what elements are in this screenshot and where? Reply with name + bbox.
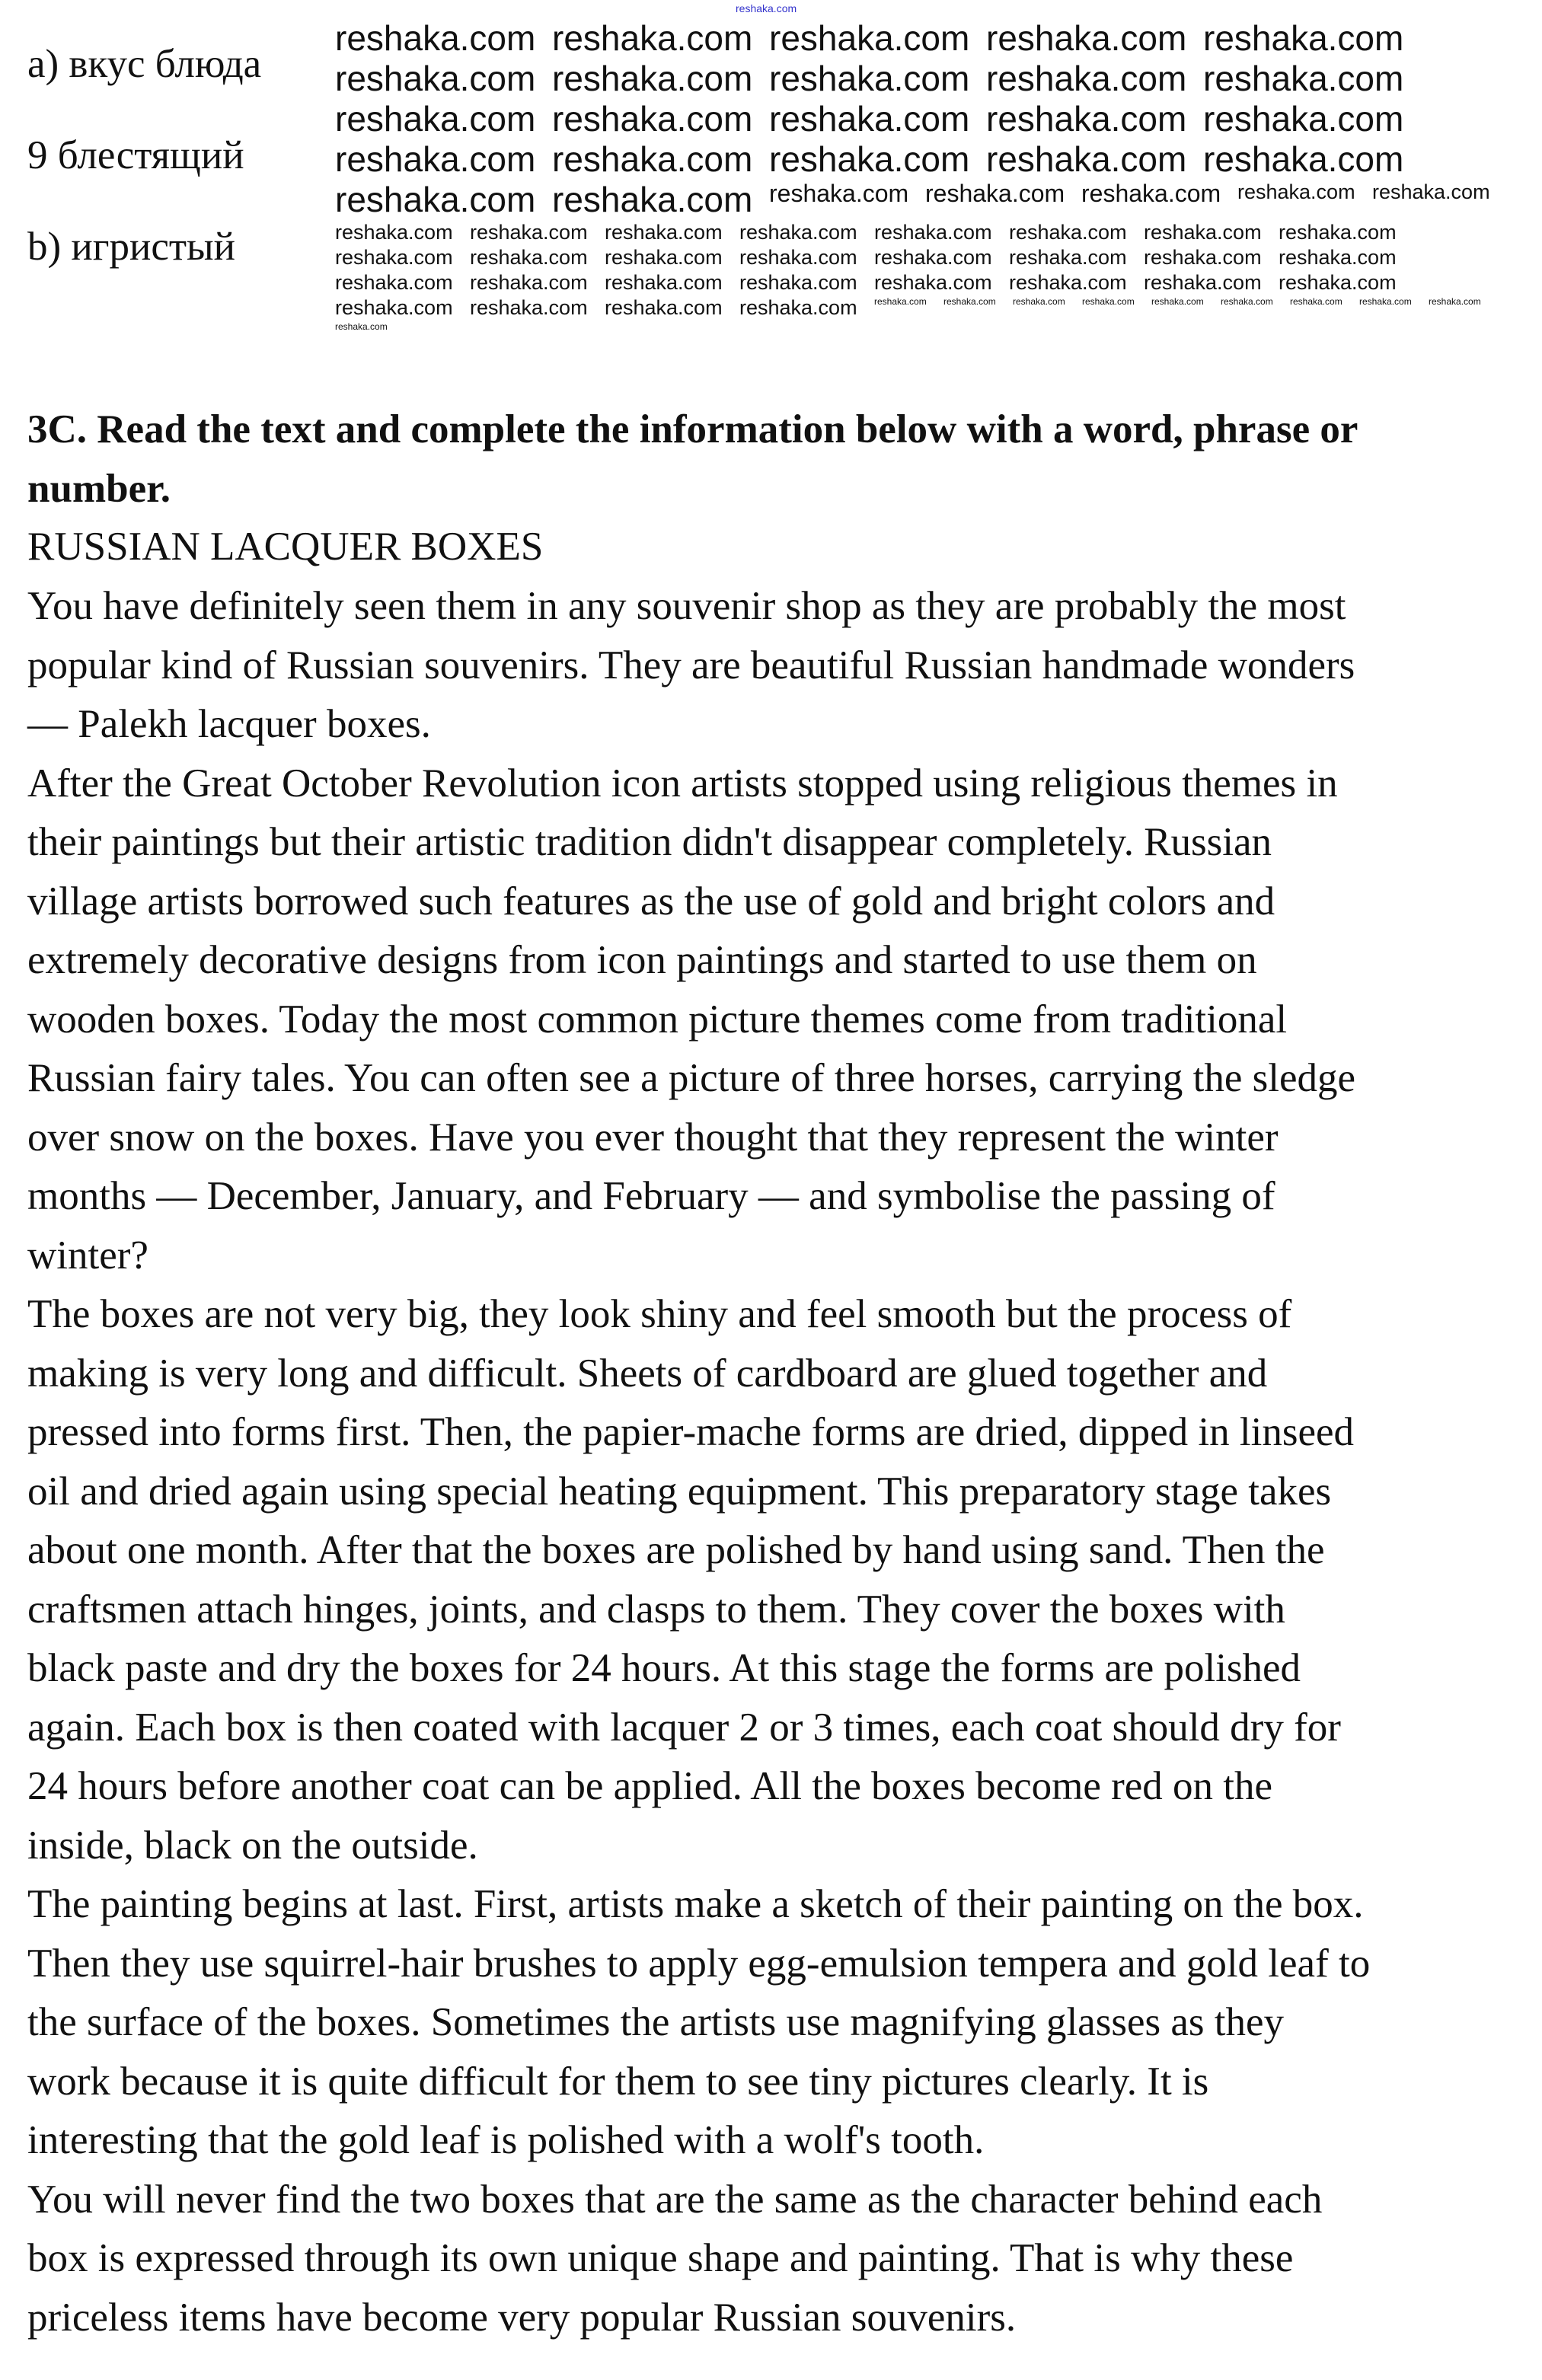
- watermark: reshaka.com: [335, 180, 536, 219]
- watermark: reshaka.com: [769, 18, 970, 58]
- article-line: The painting begins at last. First, artists make a sketch of their painting on the box.: [27, 1882, 1364, 1926]
- watermark: reshaka.com: [874, 246, 992, 269]
- article-line: You have definitely seen them in any souvenir shop as they are probably the most: [27, 584, 1346, 628]
- watermark: reshaka.com: [769, 59, 970, 98]
- watermark: reshaka.com: [1359, 296, 1412, 307]
- watermark: reshaka.com: [986, 139, 1187, 179]
- watermark: reshaka.com: [1279, 221, 1397, 244]
- watermark: reshaka.com: [1290, 296, 1342, 307]
- answer-b: b) игристый: [27, 225, 236, 269]
- watermark: reshaka.com: [1279, 246, 1397, 269]
- watermark: reshaka.com: [739, 271, 857, 294]
- watermark: reshaka.com: [470, 271, 588, 294]
- watermark: reshaka.com: [1082, 296, 1135, 307]
- watermark: reshaka.com: [1203, 18, 1404, 58]
- watermark: reshaka.com: [1237, 180, 1355, 203]
- watermark: reshaka.com: [943, 296, 996, 307]
- watermark: reshaka.com: [605, 221, 723, 244]
- watermark: reshaka.com: [470, 221, 588, 244]
- watermark: reshaka.com: [552, 99, 753, 139]
- article-line: oil and dried again using special heating equipment. This preparatory stage takes: [27, 1469, 1332, 1514]
- article-line: After the Great October Revolution icon artists stopped using religious themes in: [27, 761, 1338, 806]
- watermark: reshaka.com: [739, 296, 857, 319]
- watermark: reshaka.com: [1203, 139, 1404, 179]
- watermark: reshaka.com: [1009, 271, 1127, 294]
- article-line: priceless items have become very popular Russian souvenirs.: [27, 2295, 1017, 2340]
- watermark: reshaka.com: [552, 18, 753, 58]
- watermark: reshaka.com: [986, 18, 1187, 58]
- article-line: pressed into forms first. Then, the papier-mache forms are dried, dipped in linseed: [27, 1410, 1355, 1454]
- watermark: reshaka.com: [1221, 296, 1273, 307]
- watermark: reshaka.com: [335, 18, 536, 58]
- article-line: interesting that the gold leaf is polished with a wolf's tooth.: [27, 2118, 985, 2162]
- article-line: craftsmen attach hinges, joints, and clasps to them. They cover the boxes with: [27, 1587, 1285, 1632]
- article-line: Then they use squirrel-hair brushes to apply egg-emulsion tempera and gold leaf to: [27, 1941, 1371, 1986]
- watermark: reshaka.com: [1429, 296, 1481, 307]
- article-line: winter?: [27, 1233, 148, 1278]
- article-line: again. Each box is then coated with lacquer 2 or 3 times, each coat should dry for: [27, 1705, 1341, 1750]
- watermark: reshaka.com: [335, 321, 388, 332]
- task-heading-line-1: 3C. Read the text and complete the information below with a word, phrase or: [27, 407, 1358, 451]
- article-line: over snow on the boxes. Have you ever thought that they represent the winter: [27, 1115, 1279, 1160]
- watermark: reshaka.com: [986, 59, 1187, 98]
- watermark: reshaka.com: [986, 99, 1187, 139]
- article-line: work because it is quite difficult for them to see tiny pictures clearly. It is: [27, 2059, 1209, 2104]
- task-heading-line-2: number.: [27, 467, 171, 511]
- article-line: Russian fairy tales. You can often see a picture of three horses, carrying the sledge: [27, 1056, 1356, 1100]
- watermark: reshaka.com: [739, 221, 857, 244]
- watermark: reshaka.com: [335, 296, 453, 319]
- watermark: reshaka.com: [552, 59, 753, 98]
- article-line: box is expressed through its own unique shape and painting. That is why these: [27, 2236, 1294, 2280]
- watermark: reshaka.com: [739, 246, 857, 269]
- article-line: — Palekh lacquer boxes.: [27, 702, 431, 746]
- watermark: reshaka.com: [470, 296, 588, 319]
- watermark: reshaka.com: [1279, 271, 1397, 294]
- watermark: reshaka.com: [769, 99, 970, 139]
- article-line: You will never find the two boxes that are the same as the character behind each: [27, 2177, 1323, 2222]
- article-line: their paintings but their artistic tradition didn't disappear completely. Russian: [27, 820, 1272, 864]
- article-line: months — December, January, and February — and symbolise the passing of: [27, 1174, 1275, 1218]
- watermark: reshaka.com: [335, 221, 453, 244]
- watermark: reshaka.com: [335, 271, 453, 294]
- watermark: reshaka.com: [1081, 180, 1221, 207]
- watermark: reshaka.com: [1009, 221, 1127, 244]
- watermark: reshaka.com: [1372, 180, 1490, 203]
- watermark: reshaka.com: [605, 271, 723, 294]
- article-line: inside, black on the outside.: [27, 1823, 478, 1868]
- watermark: reshaka.com: [874, 271, 992, 294]
- watermark: reshaka.com: [769, 180, 909, 207]
- answer-a: a) вкус блюда: [27, 42, 262, 86]
- article-line: making is very long and difficult. Sheets of cardboard are glued together and: [27, 1351, 1268, 1396]
- watermark: reshaka.com: [1203, 99, 1404, 139]
- watermark: reshaka.com: [1144, 246, 1262, 269]
- article-line: black paste and dry the boxes for 24 hours. At this stage the forms are polished: [27, 1646, 1301, 1690]
- watermark: reshaka.com: [470, 246, 588, 269]
- watermark-top: reshaka.com: [736, 2, 797, 14]
- watermark: reshaka.com: [874, 296, 927, 307]
- watermark: reshaka.com: [605, 296, 723, 319]
- watermark: reshaka.com: [925, 180, 1065, 207]
- article-line: 24 hours before another coat can be applied. All the boxes become red on the: [27, 1764, 1273, 1808]
- answer-9: 9 блестящий: [27, 133, 244, 177]
- watermark: reshaka.com: [1151, 296, 1204, 307]
- article-line: The boxes are not very big, they look shiny and feel smooth but the process of: [27, 1292, 1292, 1336]
- watermark: reshaka.com: [1203, 59, 1404, 98]
- watermark: reshaka.com: [1013, 296, 1065, 307]
- watermark: reshaka.com: [1144, 271, 1262, 294]
- watermark: reshaka.com: [335, 246, 453, 269]
- article-line: extremely decorative designs from icon paintings and started to use them on: [27, 938, 1257, 982]
- watermark: reshaka.com: [874, 221, 992, 244]
- article-line: popular kind of Russian souvenirs. They are beautiful Russian handmade wonders: [27, 643, 1355, 688]
- text-title: RUSSIAN LACQUER BOXES: [27, 525, 544, 569]
- article-line: wooden boxes. Today the most common picture themes come from traditional: [27, 997, 1288, 1042]
- watermark: reshaka.com: [769, 139, 970, 179]
- watermark: reshaka.com: [552, 139, 753, 179]
- watermark: reshaka.com: [1144, 221, 1262, 244]
- watermark: reshaka.com: [552, 180, 753, 219]
- article-line: about one month. After that the boxes are polished by hand using sand. Then the: [27, 1528, 1325, 1572]
- article-line: the surface of the boxes. Sometimes the artists use magnifying glasses as they: [27, 2000, 1284, 2044]
- watermark: reshaka.com: [335, 59, 536, 98]
- watermark: reshaka.com: [605, 246, 723, 269]
- watermark: reshaka.com: [335, 99, 536, 139]
- watermark: reshaka.com: [1009, 246, 1127, 269]
- watermark: reshaka.com: [335, 139, 536, 179]
- article-line: village artists borrowed such features as the use of gold and bright colors and: [27, 879, 1275, 924]
